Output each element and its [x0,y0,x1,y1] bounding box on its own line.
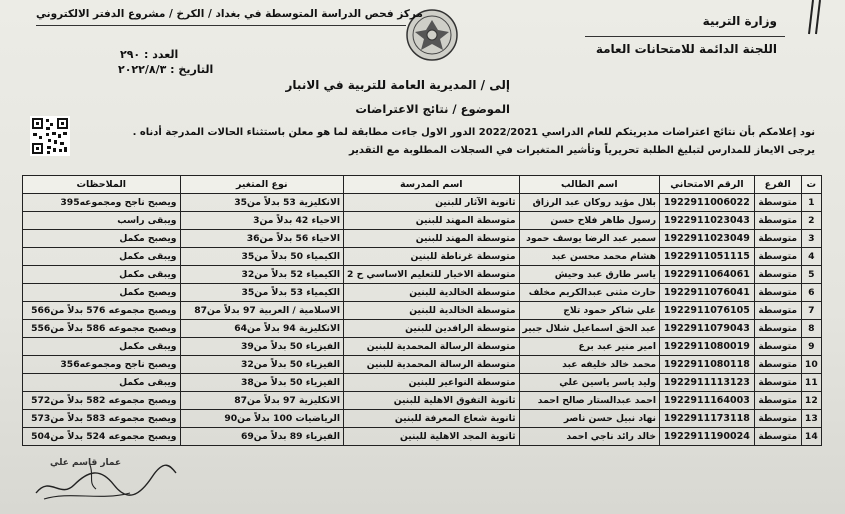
row-note: ويصبح ناجح ومجموعه395 [23,194,181,212]
row-exam-id: 1922911173118 [660,410,755,428]
row-school: متوسطة الرسالة المحمدية للبنين [344,356,520,374]
col-header-change: نوع المتغير [180,176,343,194]
row-school: متوسطة الخالدية للبنين [344,284,520,302]
letter-number: العدد : ٢٩٠ [120,48,179,61]
row-note: ويصبح مكمل [23,284,181,302]
row-student: رسول طاهر فلاح حسن [519,212,659,230]
row-branch: متوسطة [754,392,801,410]
row-index: 2 [801,212,821,230]
row-change: الاحياء 56 بدلاً من36 [180,230,343,248]
row-student: حارث مثنى عبدالكريم مخلف [519,284,659,302]
row-index: 5 [801,266,821,284]
header-divider-right [585,36,785,37]
row-student: هشام محمد محسن عبد [519,248,659,266]
row-student: سمير عبد الرضا يوسف حمود [519,230,659,248]
row-school: متوسطة الاخيار للتعليم الاساسي ح 2 [344,266,520,284]
col-header-branch: الفرع [754,176,801,194]
table-row [23,194,822,212]
row-note: ويصبح مجموعه 583 بدلاً من573 [23,410,181,428]
row-branch: متوسطة [754,410,801,428]
table-row [23,320,822,338]
row-branch: متوسطة [754,212,801,230]
row-index: 10 [801,356,821,374]
table-row [23,284,822,302]
row-index: 12 [801,392,821,410]
row-change: الكيمياء 53 بدلاً من35 [180,284,343,302]
row-branch: متوسطة [754,284,801,302]
row-school: ثانوية المجد الاهلية للبنين [344,428,520,446]
row-exam-id: 1922911023049 [660,230,755,248]
row-school: ثانوية التفوق الاهلية للبنين [344,392,520,410]
row-note: ويبقى مكمل [23,338,181,356]
row-change: الكيمياء 52 بدلاً من32 [180,266,343,284]
row-exam-id: 1922911164003 [660,392,755,410]
results-table [22,175,822,446]
row-branch: متوسطة [754,248,801,266]
row-note: ويصبح مكمل [23,230,181,248]
row-index: 1 [801,194,821,212]
row-student: نهاد نبيل حسن ناصر [519,410,659,428]
table-row [23,230,822,248]
row-student: علي شاكر حمود تلاج [519,302,659,320]
row-change: الفيزياء 50 بدلاً من32 [180,356,343,374]
row-exam-id: 1922911080118 [660,356,755,374]
letter-body-line-2: يرجى الايعاز للمدارس لتبليغ الطلبة تحريرياً وتأشير المتغيرات في السجلات المطلوبة مع التقدير [348,145,815,156]
ministry-name: وزارة التربية [702,14,777,28]
row-student: بلال مؤيد روكان عبد الرزاق [519,194,659,212]
col-header-notes: الملاحظات [23,176,181,194]
row-exam-id: 1922911064061 [660,266,755,284]
row-exam-id: 1922911080019 [660,338,755,356]
col-header-student: اسم الطالب [519,176,659,194]
row-index: 9 [801,338,821,356]
row-index: 3 [801,230,821,248]
row-branch: متوسطة [754,194,801,212]
row-note: ويصبح مجموعه 576 بدلاً من566 [23,302,181,320]
table-row [23,248,822,266]
row-school: متوسطة غرناطة للبنين [344,248,520,266]
row-school: متوسطة الرافدين للبنين [344,320,520,338]
row-note: ويبقى مكمل [23,266,181,284]
signature-name: عمار قاسم علي [50,458,122,468]
row-index: 11 [801,374,821,392]
row-student: امير منير عبد برع [519,338,659,356]
table-row [23,302,822,320]
row-change: الانكليزية 97 بدلاً من87 [180,392,343,410]
corner-bars-mark [783,0,823,36]
row-change: الانكليزية 53 بدلاً من35 [180,194,343,212]
row-index: 14 [801,428,821,446]
row-student: وليد ياسر ياسين علي [519,374,659,392]
letter-recipient: إلى / المديرية العامة للتربية في الانبار [285,78,510,92]
row-note: ويصبح ناجح ومجموعه356 [23,356,181,374]
row-index: 8 [801,320,821,338]
row-note: ويبقى مكمل [23,248,181,266]
row-school: متوسطة المهند للبنين [344,212,520,230]
letter-body-line-1: نود إعلامكم بأن نتائج اعتراضات مديريتكم للعام الدراسي 2022/2021 الدور الاول جاءت مطابقة لما هو معلن باستثناء الحالات المدرجة أدناه . [132,127,815,138]
row-index: 6 [801,284,821,302]
row-branch: متوسطة [754,266,801,284]
row-student: عبد الحق اسماعيل شلال جبير [519,320,659,338]
row-student: ياسر طارق عبد وحيش [519,266,659,284]
row-change: الرياضيات 100 بدلاً من90 [180,410,343,428]
table-row [23,392,822,410]
row-note: ويصبح مجموعه 586 بدلاً من556 [23,320,181,338]
header-divider-left [36,25,406,26]
committee-name: اللجنة الدائمة للامتحانات العامة [595,42,777,56]
row-exam-id: 1922911190024 [660,428,755,446]
letter-subject: الموضوع / نتائج الاعتراضات [355,102,510,116]
col-header-exam-id: الرقم الامتحاني [660,176,755,194]
row-index: 7 [801,302,821,320]
row-change: الاسلامية / العربية 97 بدلاً من87 [180,302,343,320]
row-change: الكيمياء 50 بدلاً من35 [180,248,343,266]
row-exam-id: 1922911023043 [660,212,755,230]
table-header-row [23,176,822,194]
table-row [23,212,822,230]
row-note: ويبقى راسب [23,212,181,230]
col-header-school: اسم المدرسة [344,176,520,194]
table-row [23,356,822,374]
row-student: خالد رائد ناجي احمد [519,428,659,446]
row-change: الفيزياء 50 بدلاً من38 [180,374,343,392]
table-row [23,338,822,356]
table-row [23,410,822,428]
row-change: الفيزياء 89 بدلاً من69 [180,428,343,446]
row-branch: متوسطة [754,230,801,248]
row-school: متوسطة الخالدية للبنين [344,302,520,320]
row-note: ويصبح مجموعه 582 بدلاً من572 [23,392,181,410]
letter-date: التاريخ : ٢٠٢٢/٨/٣ [118,63,214,76]
row-index: 4 [801,248,821,266]
row-exam-id: 1922911079043 [660,320,755,338]
row-exam-id: 1922911076041 [660,284,755,302]
row-branch: متوسطة [754,428,801,446]
row-branch: متوسطة [754,302,801,320]
table-row [23,266,822,284]
row-exam-id: 1922911076105 [660,302,755,320]
row-branch: متوسطة [754,338,801,356]
row-note: ويصبح مجموعه 524 بدلاً من504 [23,428,181,446]
row-exam-id: 1922911113123 [660,374,755,392]
row-exam-id: 1922911051115 [660,248,755,266]
row-branch: متوسطة [754,320,801,338]
row-note: ويبقى مكمل [23,374,181,392]
row-change: الانكليزية 94 بدلاً من64 [180,320,343,338]
row-school: ثانوية شعاع المعرفة للبنين [344,410,520,428]
row-change: الفيزياء 50 بدلاً من39 [180,338,343,356]
row-school: متوسطة الرسالة المحمدية للبنين [344,338,520,356]
row-branch: متوسطة [754,374,801,392]
row-exam-id: 1922911006022 [660,194,755,212]
row-student: محمد خالد خليفه عبد [519,356,659,374]
center-title: مركز فحص الدراسة المتوسطة في بغداد / الكرخ / مشروع الدفتر الالكتروني [36,8,423,20]
row-school: متوسطة النواعير للبنين [344,374,520,392]
row-school: ثانوية الآثار للبنين [344,194,520,212]
table-row [23,428,822,446]
col-header-index: ت [801,176,821,194]
table-row [23,374,822,392]
qr-code-icon [30,116,70,156]
row-school: متوسطة المهند للبنين [344,230,520,248]
row-change: الاحياء 42 بدلاً من3 [180,212,343,230]
row-student: احمد عبدالستار صالح احمد [519,392,659,410]
row-branch: متوسطة [754,356,801,374]
row-index: 13 [801,410,821,428]
